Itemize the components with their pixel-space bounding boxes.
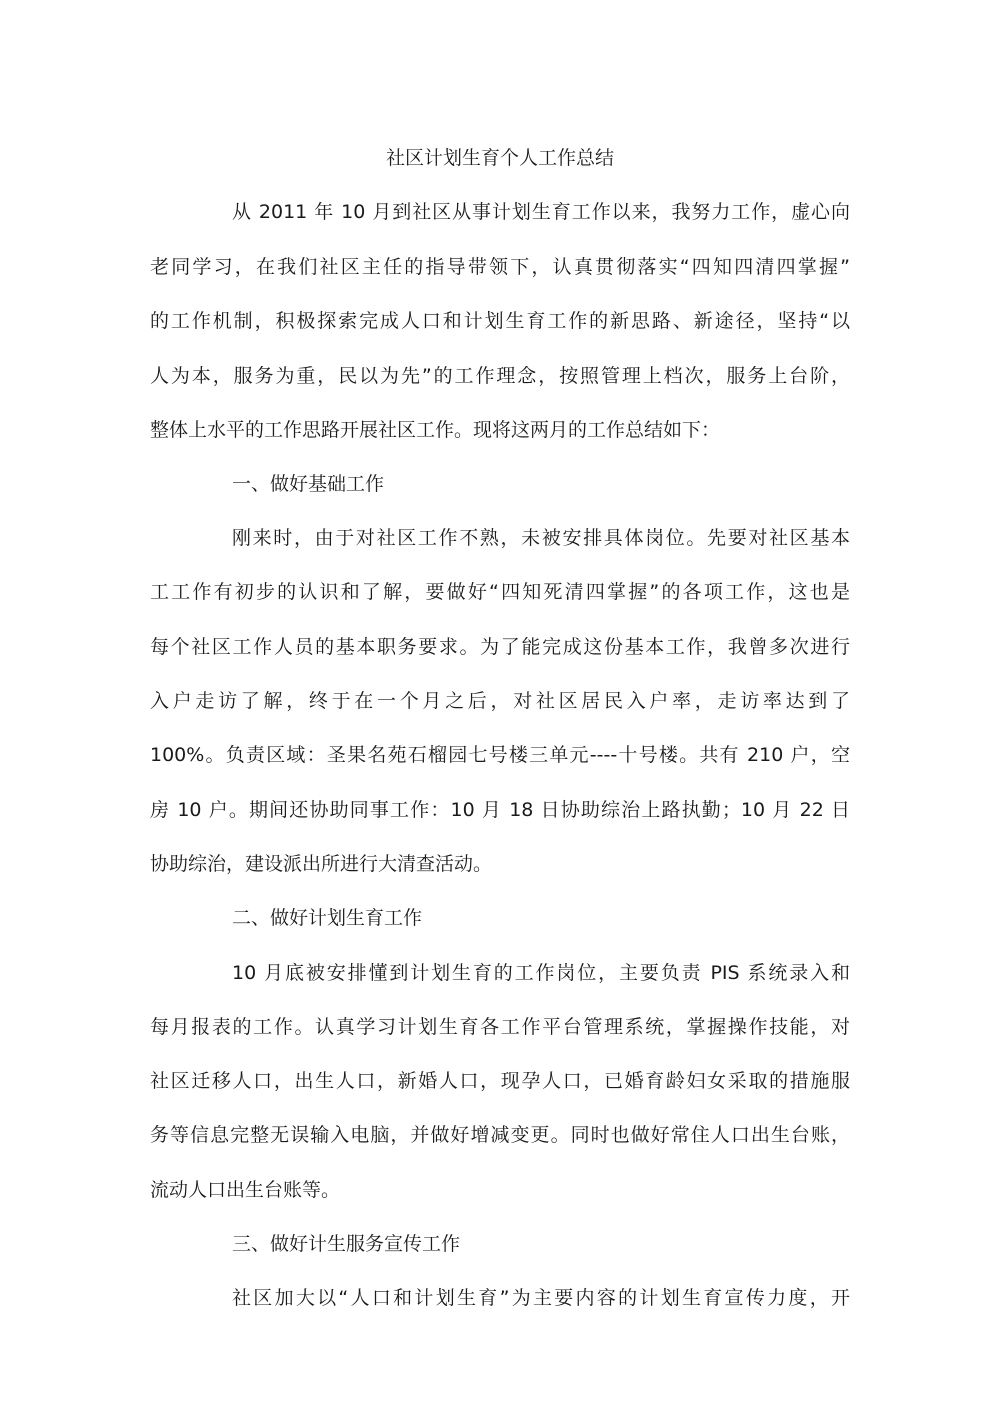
- section-heading: 三、做好计生服务宣传工作: [232, 1233, 461, 1255]
- paragraph-line: 社区迁移人口，出生人口，新婚人口，现孕人口，已婚育龄妇女采取的措施服: [150, 1070, 850, 1092]
- paragraph-line: 每月报表的工作。认真学习计划生育各工作平台管理系统，掌握操作技能，对: [150, 1016, 850, 1038]
- paragraph-line: 工工作有初步的认识和了解，要做好“四知死清四掌握”的各项工作，这也是: [150, 581, 850, 603]
- paragraph-first-line: 刚来时，由于对社区工作不熟，未被安排具体岗位。先要对社区基本: [232, 527, 850, 549]
- section-heading: 二、做好计划生育工作: [232, 907, 423, 929]
- paragraph-line: 老同学习，在我们社区主任的指导带领下，认真贯彻落实“四知四清四掌握”: [150, 256, 850, 278]
- paragraph-line: 整体上水平的工作思路开展社区工作。现将这两月的工作总结如下：: [150, 419, 721, 441]
- document-title: 社区计划生育个人工作总结: [385, 147, 614, 169]
- paragraph-line: 房 10 户。期间还协助同事工作：10 月 18 日协助综治上路执勤；10 月 22 日: [150, 799, 850, 821]
- paragraph-line: 的工作机制，积极探索完成人口和计划生育工作的新思路、新途径，坚持“以: [150, 310, 850, 332]
- paragraph-line: 人为本，服务为重，民以为先”的工作理念，按照管理上档次，服务上台阶，: [150, 365, 850, 387]
- paragraph-first-line: 社区加大以“人口和计划生育”为主要内容的计划生育宣传力度，开: [232, 1287, 850, 1309]
- paragraph-first-line: 10 月底被安排懂到计划生育的工作岗位，主要负责 PIS 系统录入和: [232, 962, 850, 984]
- paragraph-line: 每个社区工作人员的基本职务要求。为了能完成这份基本工作，我曾多次进行: [150, 636, 850, 658]
- paragraph-first-line: 从 2011 年 10 月到社区从事计划生育工作以来，我努力工作，虚心向: [232, 201, 850, 223]
- section-heading: 一、做好基础工作: [232, 473, 385, 495]
- paragraph-line: 100%。负责区域：圣果名苑石榴园七号楼三单元----十号楼。共有 210 户，空: [150, 744, 850, 766]
- paragraph-line: 协助综治，建设派出所进行大清查活动。: [150, 853, 493, 875]
- paragraph-line: 务等信息完整无误输入电脑，并做好增减变更。同时也做好常住人口出生台账，: [150, 1124, 850, 1146]
- paragraph-line: 流动人口出生台账等。: [150, 1179, 341, 1201]
- paragraph-line: 入户走访了解，终于在一个月之后，对社区居民入户率，走访率达到了: [150, 690, 850, 712]
